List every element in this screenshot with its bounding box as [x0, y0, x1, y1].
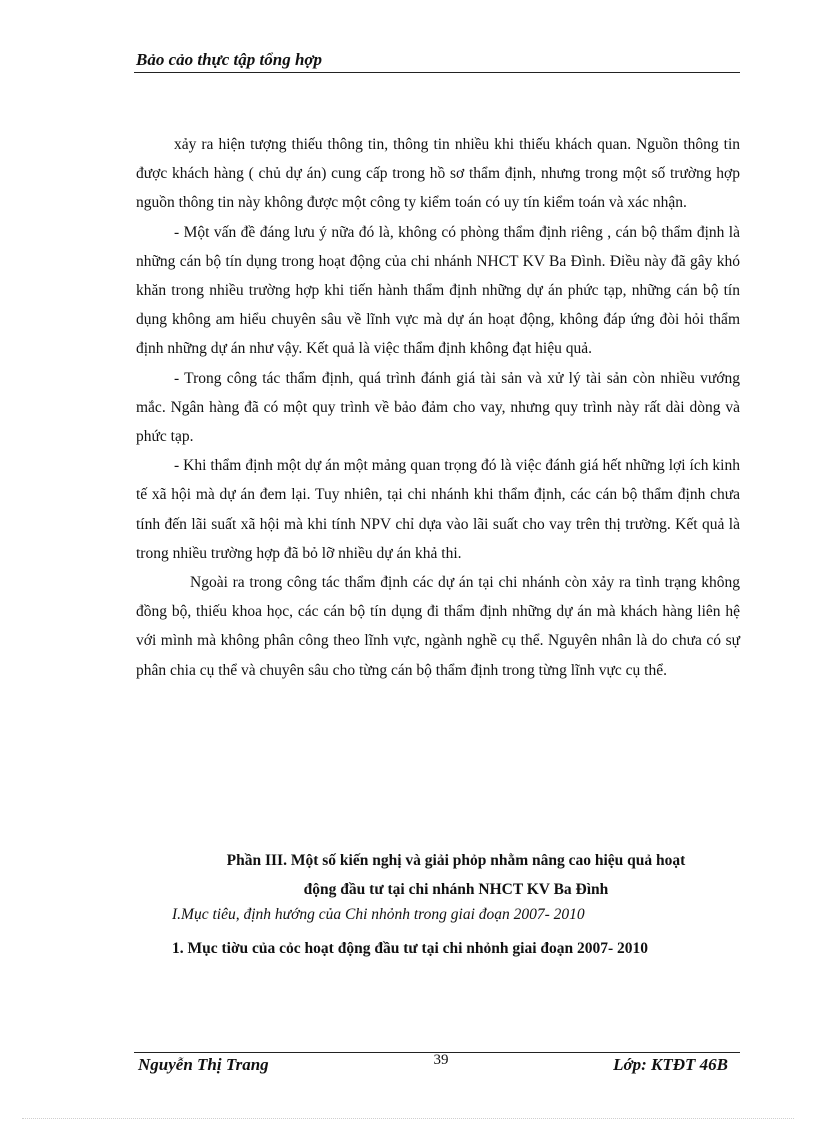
- page-number: 39: [433, 1052, 449, 1068]
- section-heading-line: Phần III. Một số kiến nghị và giải phỏp nhằm nâng cao hiệu quả hoạt: [226, 852, 686, 869]
- paragraph: - Một vấn đề đáng lưu ý nữa đó là, không có phòng thẩm định riêng , cán bộ thẩm định là những cán bộ tín dụng trong hoạt động của chi nhánh NHCT KV Ba Đình. Điều này đã gây khó khăn trong nhiều trường hợp khi tiến hành thẩm định những dự án phức tạp, những cán bộ tín dụng không am hiểu chuyên sâu về lĩnh vực mà dự án hoạt động, không đáp ứng đòi hỏi thẩm định những dự án như vậy. Kết quả là việc thẩm định không đạt hiệu quả.: [136, 223, 740, 358]
- footer-author: Nguyễn Thị Trang: [138, 1055, 269, 1074]
- page-header-title: Bảo cảo thực tập tổng hợp: [136, 50, 323, 69]
- body-text: [136, 130, 740, 685]
- section-heading-line: động đầu tư tại chi nhánh NHCT KV Ba Đình: [303, 881, 609, 898]
- header-divider: [134, 72, 740, 73]
- section-heading: [136, 846, 776, 904]
- paragraph: - Trong công tác thẩm định, quá trình đánh giá tài sản và xử lý tài sản còn nhiều vướng mắc. Ngân hàng đã có một quy trình về bảo đảm cho vay, nhưng quy trình này rất dài dòng và phức tạp.: [136, 369, 740, 446]
- subsection-item-title: 1. Mục tiờu của cỏc hoạt động đầu tư tại chi nhỏnh giai đoạn 2007- 2010: [172, 940, 649, 957]
- footer-class: Lớp: KTĐT 46B: [613, 1055, 728, 1074]
- paragraph: - Khi thẩm định một dự án một mảng quan trọng đó là việc đánh giá hết những lợi ích kinh tế xã hội mà dự án đem lại. Tuy nhiên, tại chi nhánh khi thẩm định, các cán bộ thẩm định chưa tính đến lãi suất xã hội mà khi tính NPV chỉ dựa vào lãi suất cho vay trên thị trường. Kết quả là trong nhiều trường hợp đã bỏ lỡ nhiều dự án khả thi.: [136, 457, 740, 562]
- page-boundary: [22, 1118, 794, 1119]
- paragraph: Ngoài ra trong công tác thẩm định các dự án tại chi nhánh còn xảy ra tình trạng không đồng bộ, thiếu khoa học, các cán bộ tín dụng đi thẩm định những dự án mà khách hàng liên hệ với mình mà không phân công theo lĩnh vực, ngành nghề cụ thể. Nguyên nhân là do chưa có sự phân chia cụ thể và chuyên sâu cho từng cán bộ thẩm định trong từng lĩnh vực cụ thể.: [136, 574, 740, 679]
- subsection-title: I.Mục tiêu, định hướng của Chi nhỏnh trong giai đoạn 2007- 2010: [172, 906, 585, 923]
- paragraph: xảy ra hiện tượng thiếu thông tin, thông tin nhiều khi thiếu khách quan. Nguồn thông tin được khách hàng ( chủ dự án) cung cấp trong hồ sơ thẩm định, nhưng trong một số trường hợp nguồn thông tin này không được một công ty kiểm toán có uy tín kiểm toán và xác nhận.: [136, 136, 740, 212]
